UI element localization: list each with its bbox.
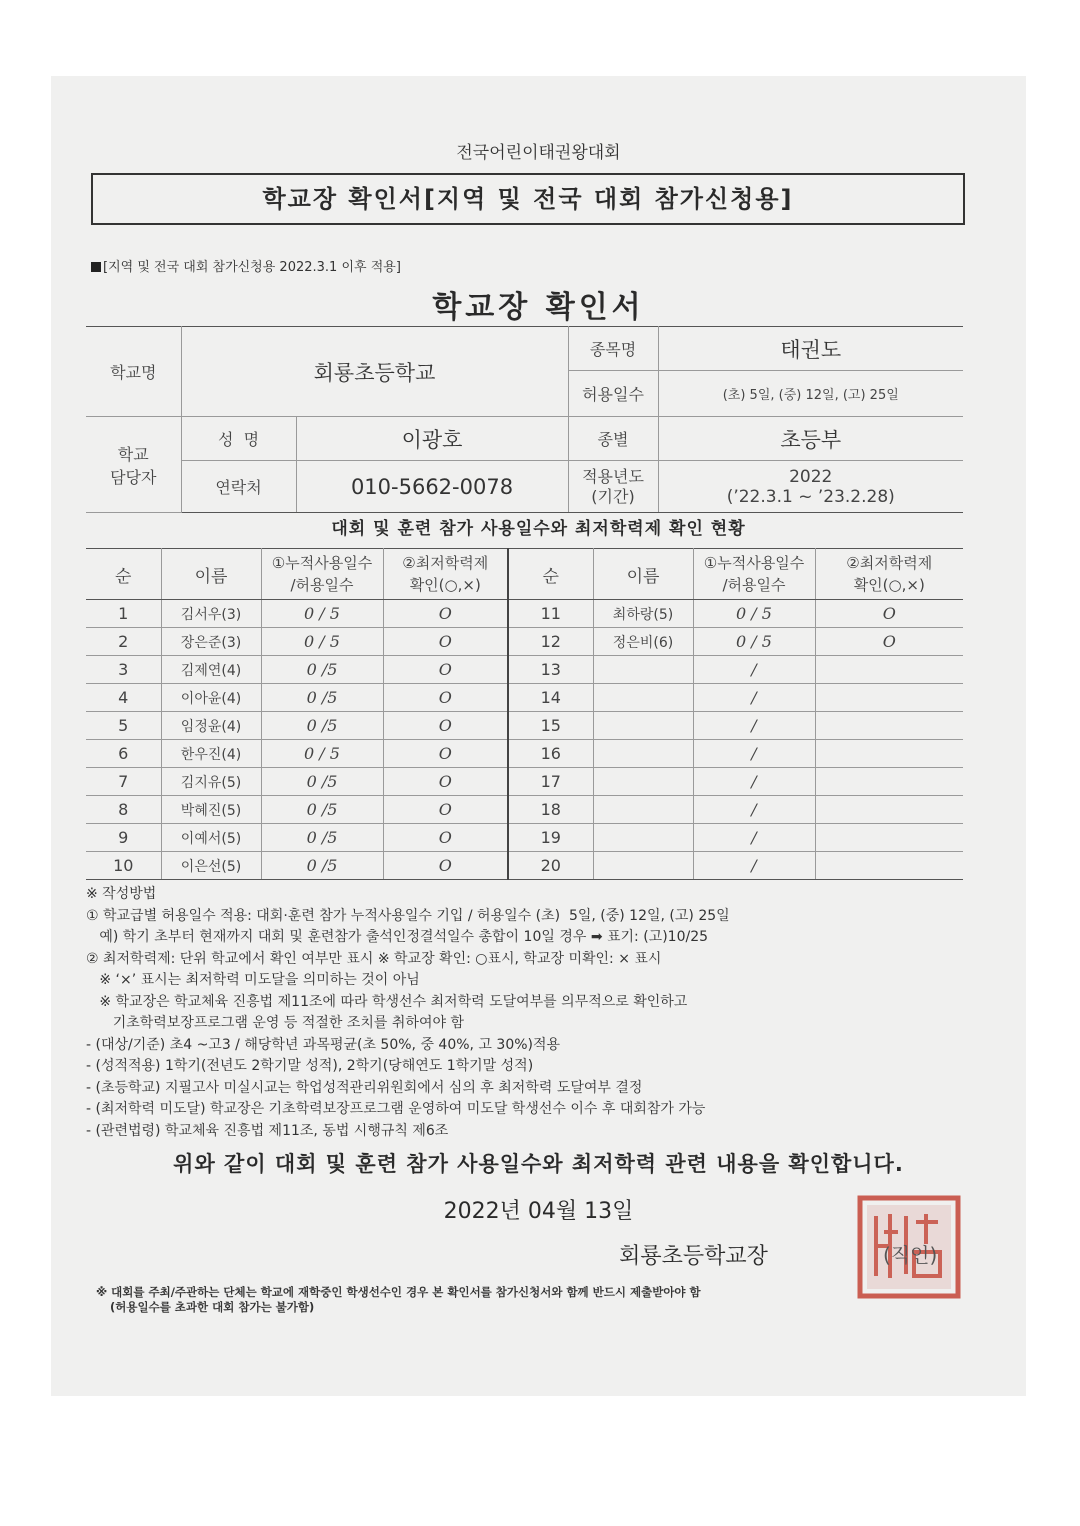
- table-row: [86, 768, 963, 796]
- min-academic-check: O: [383, 628, 508, 656]
- header-used-days: ①누적사용일수 /허용일수: [693, 549, 815, 600]
- used-days: /: [693, 740, 815, 768]
- min-academic-check: [815, 740, 963, 768]
- min-academic-check: O: [383, 796, 508, 824]
- min-academic-check: [815, 824, 963, 852]
- instructions: [86, 884, 986, 1142]
- min-academic-check: O: [383, 656, 508, 684]
- min-academic-check: [815, 796, 963, 824]
- student-name: 김지유(5): [161, 768, 261, 796]
- instruction-line: - (성적적용) 1학기(전년도 2학기말 성적), 2학기(당해연도 1학기말 성적): [86, 1058, 534, 1074]
- student-name: 이은선(5): [161, 852, 261, 880]
- instruction-line: ① 학교급별 허용일수 적용: 대회·훈련 참가 누적사용일수 기입 / 허용일수 (초) 5일, (중) 12일, (고) 25일: [86, 907, 730, 924]
- student-name: 장은준(3): [161, 628, 261, 656]
- document-sheet: [51, 76, 1026, 1396]
- header-name: 이름: [161, 549, 261, 600]
- row-number: 20: [508, 852, 593, 880]
- row-number: 9: [86, 824, 161, 852]
- used-days: 0 / 5: [693, 628, 815, 656]
- footnote-line-2: (허용일수를 초과한 대회 참가는 불가함): [110, 1300, 315, 1314]
- student-name: 정은비(6): [593, 628, 693, 656]
- issue-date: 2022년 04월 13일: [443, 1199, 634, 1224]
- header-name: 이름: [593, 549, 693, 600]
- square-bullet-icon: [91, 262, 101, 272]
- row-number: 17: [508, 768, 593, 796]
- school-name: 회룡초등학교: [181, 327, 568, 417]
- student-name: [593, 740, 693, 768]
- table-row: [86, 852, 963, 880]
- records-title: 대회 및 훈련 참가 사용일수와 최저학력제 확인 현황: [331, 519, 746, 539]
- instruction-line: ② 최저학력제: 단위 학교에서 확인 여부만 표시 ※ 학교장 확인: ○표시, 학교장 미확인: × 표시: [86, 950, 662, 967]
- principal-title: 회룡초등학교장: [619, 1244, 768, 1269]
- min-academic-check: O: [383, 740, 508, 768]
- row-number: 2: [86, 628, 161, 656]
- event-name: 전국어린이태권왕대회: [456, 143, 621, 163]
- used-days: /: [693, 796, 815, 824]
- used-days: 0 /5: [261, 684, 383, 712]
- used-days: 0 /5: [261, 824, 383, 852]
- used-days: 0 / 5: [261, 628, 383, 656]
- student-name: [593, 824, 693, 852]
- name-label: 성 명: [181, 417, 296, 461]
- used-days: 0 /5: [261, 768, 383, 796]
- used-days: /: [693, 852, 815, 880]
- contact-person-label: 학교 담당자: [86, 417, 181, 513]
- instruction-line: - (관련법령) 학교체육 진흥법 제11조, 동법 시행규칙 제6조: [86, 1122, 449, 1139]
- table-row: [86, 712, 963, 740]
- heading: 학교장 확인서: [432, 290, 645, 325]
- row-number: 4: [86, 684, 161, 712]
- records-header-row: [86, 549, 963, 600]
- used-days: /: [693, 768, 815, 796]
- allowed-days-label: 허용일수: [568, 371, 658, 417]
- sport-value: 태권도: [658, 327, 963, 371]
- min-academic-check: [815, 852, 963, 880]
- instruction-line: 기초학력보장프로그램 운영 등 적절한 조치를 취하여야 함: [86, 1015, 464, 1031]
- row-number: 1: [86, 600, 161, 628]
- table-row: [86, 600, 963, 628]
- used-days: 0 / 5: [261, 600, 383, 628]
- row-number: 6: [86, 740, 161, 768]
- row-number: 13: [508, 656, 593, 684]
- student-name: 김제연(4): [161, 656, 261, 684]
- sport-label: 종목명: [568, 327, 658, 371]
- student-name: [593, 684, 693, 712]
- used-days: /: [693, 824, 815, 852]
- row-number: 10: [86, 852, 161, 880]
- min-academic-check: O: [383, 712, 508, 740]
- row-number: 19: [508, 824, 593, 852]
- instruction-line: - (대상/기준) 초4 ~고3 / 해당학년 과목평균(초 50%, 중 40%, 고 30%)적용: [86, 1036, 561, 1053]
- used-days: /: [693, 684, 815, 712]
- phone-label: 연락처: [181, 461, 296, 513]
- used-days: /: [693, 712, 815, 740]
- student-name: [593, 852, 693, 880]
- min-academic-check: O: [383, 824, 508, 852]
- header-min-academic: ②최저학력제 확인(○,×): [815, 549, 963, 600]
- min-academic-check: O: [383, 684, 508, 712]
- division-label: 종별: [568, 417, 658, 461]
- row-number: 16: [508, 740, 593, 768]
- header-no: 순: [86, 549, 161, 600]
- period-value: (’22.3.1 ~ ’23.2.28): [726, 486, 895, 507]
- table-row: [86, 628, 963, 656]
- year-value: 2022: [789, 466, 833, 487]
- instruction-line: ※ ‘×’ 표시는 최저학력 미도달을 의미하는 것이 아님: [86, 972, 420, 988]
- seal-label: (직인): [883, 1243, 938, 1267]
- student-name: 최하랑(5): [593, 600, 693, 628]
- school-label: 학교명: [86, 327, 181, 417]
- confirmation-statement: 위와 같이 대회 및 훈련 참가 사용일수와 최저학력 관련 내용을 확인합니다.: [173, 1152, 904, 1176]
- row-number: 18: [508, 796, 593, 824]
- used-days: 0 /5: [261, 796, 383, 824]
- contact-name: 이광호: [296, 417, 568, 461]
- student-name: 임정윤(4): [161, 712, 261, 740]
- row-number: 5: [86, 712, 161, 740]
- student-name: [593, 712, 693, 740]
- min-academic-check: O: [383, 600, 508, 628]
- student-name: 한우진(4): [161, 740, 261, 768]
- student-name: [593, 768, 693, 796]
- row-number: 7: [86, 768, 161, 796]
- used-days: 0 /5: [261, 852, 383, 880]
- allowed-days-value: (초) 5일, (중) 12일, (고) 25일: [658, 371, 963, 417]
- min-academic-check: [815, 768, 963, 796]
- records-table: [86, 548, 963, 880]
- used-days: 0 / 5: [261, 740, 383, 768]
- footnote-line-1: ※ 대회를 주최/주관하는 단체는 학교에 재학중인 학생선수인 경우 본 확인서를 참가신청서와 함께 반드시 제출받아야 함: [96, 1285, 701, 1299]
- instruction-line: ※ 작성방법: [86, 886, 157, 902]
- used-days: /: [693, 656, 815, 684]
- year-label: 적용년도 (기간): [568, 461, 658, 513]
- phone-value: 010-5662-0078: [296, 461, 568, 513]
- form-title-box: [91, 173, 965, 225]
- min-academic-check: [815, 656, 963, 684]
- row-number: 15: [508, 712, 593, 740]
- min-academic-check: O: [815, 600, 963, 628]
- table-row: [86, 656, 963, 684]
- applies-note: [91, 256, 401, 275]
- year-cell: [658, 461, 963, 513]
- student-name: 박혜진(5): [161, 796, 261, 824]
- table-row: [86, 684, 963, 712]
- info-table: [86, 326, 963, 513]
- student-name: 김서우(3): [161, 600, 261, 628]
- header-no: 순: [508, 549, 593, 600]
- student-name: [593, 656, 693, 684]
- min-academic-check: [815, 684, 963, 712]
- row-number: 3: [86, 656, 161, 684]
- student-name: [593, 796, 693, 824]
- row-number: 12: [508, 628, 593, 656]
- used-days: 0 / 5: [693, 600, 815, 628]
- used-days: 0 /5: [261, 656, 383, 684]
- min-academic-check: O: [383, 852, 508, 880]
- row-number: 14: [508, 684, 593, 712]
- min-academic-check: [815, 712, 963, 740]
- table-row: [86, 824, 963, 852]
- division-value: 초등부: [658, 417, 963, 461]
- table-row: [86, 796, 963, 824]
- instruction-line: ※ 학교장은 학교체육 진흥법 제11조에 따라 학생선수 최저학력 도달여부를 의무적으로 확인하고: [86, 993, 688, 1010]
- instruction-line: 예) 학기 초부터 현재까지 대회 및 훈련참가 출석인정결석일수 총합이 10일 경우 ➡ 표기: (고)10/25: [86, 929, 709, 945]
- form-title: 학교장 확인서[지역 및 전국 대회 참가신청용]: [262, 185, 794, 213]
- footnote: [96, 1285, 701, 1315]
- row-number: 8: [86, 796, 161, 824]
- student-name: 이예서(5): [161, 824, 261, 852]
- header-used-days: ①누적사용일수 /허용일수: [261, 549, 383, 600]
- applies-note-text: [지역 및 전국 대회 참가신청용 2022.3.1 이후 적용]: [103, 260, 401, 275]
- min-academic-check: O: [815, 628, 963, 656]
- min-academic-check: O: [383, 768, 508, 796]
- header-min-academic: ②최저학력제 확인(○,×): [383, 549, 508, 600]
- used-days: 0 /5: [261, 712, 383, 740]
- table-row: [86, 740, 963, 768]
- row-number: 11: [508, 600, 593, 628]
- instruction-line: - (최저학력 미도달) 학교장은 기초학력보장프로그램 운영하여 미도달 학생선수 이수 후 대회참가 가능: [86, 1101, 706, 1117]
- student-name: 이아윤(4): [161, 684, 261, 712]
- instruction-line: - (초등학교) 지필고사 미실시교는 학업성적관리위원회에서 심의 후 최저학력 도달여부 결정: [86, 1079, 643, 1096]
